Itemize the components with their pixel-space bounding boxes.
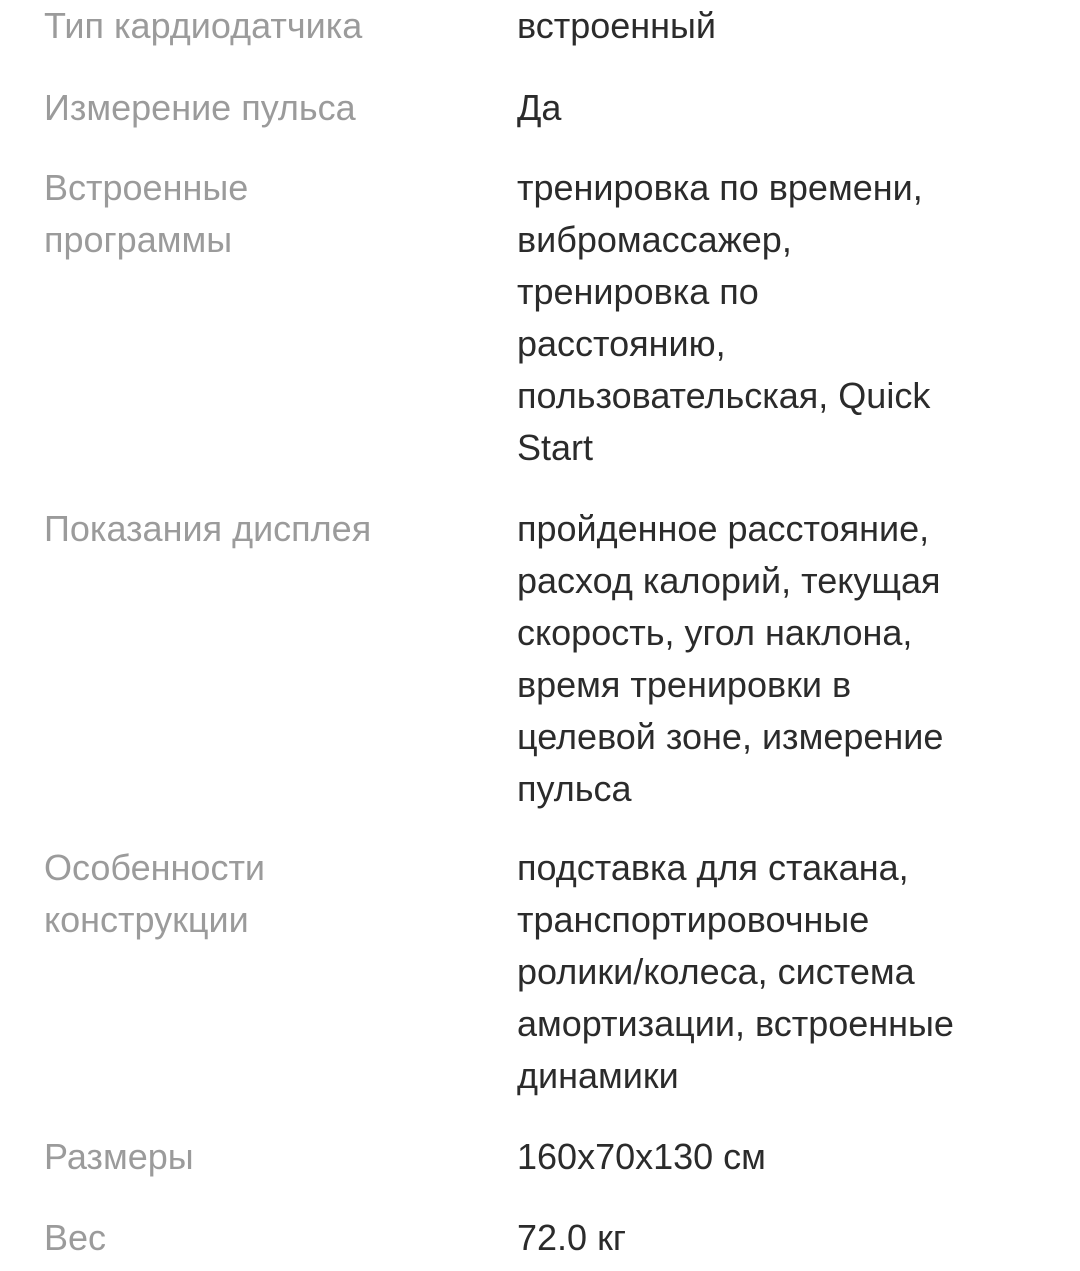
- spec-label: Вес: [44, 1217, 107, 1258]
- spec-label: Размеры: [44, 1136, 194, 1177]
- spec-label: Особенности конструкции: [44, 847, 266, 940]
- spec-label: Измерение пульса: [44, 87, 356, 128]
- spec-value: подставка для стакана, транспортировочные ролики/колеса, система амортизации, встроенные динамики: [517, 847, 954, 1096]
- spec-value: встроенный: [517, 5, 717, 46]
- spec-value: Да: [517, 87, 562, 128]
- spec-value: 72.0 кг: [517, 1217, 626, 1258]
- spec-label: Показания дисплея: [44, 508, 372, 549]
- spec-value: тренировка по времени, вибромассажер, тренировка по расстоянию, пользовательская, Quick Start: [517, 167, 931, 468]
- spec-value: 160x70x130 см: [517, 1136, 766, 1177]
- spec-value: пройденное расстояние, расход калорий, текущая скорость, угол наклона, время тренировки в целевой зоне, измерение пульса: [517, 508, 944, 809]
- spec-label: Тип кардиодатчика: [44, 5, 363, 46]
- spec-label: Встроенные программы: [44, 167, 249, 260]
